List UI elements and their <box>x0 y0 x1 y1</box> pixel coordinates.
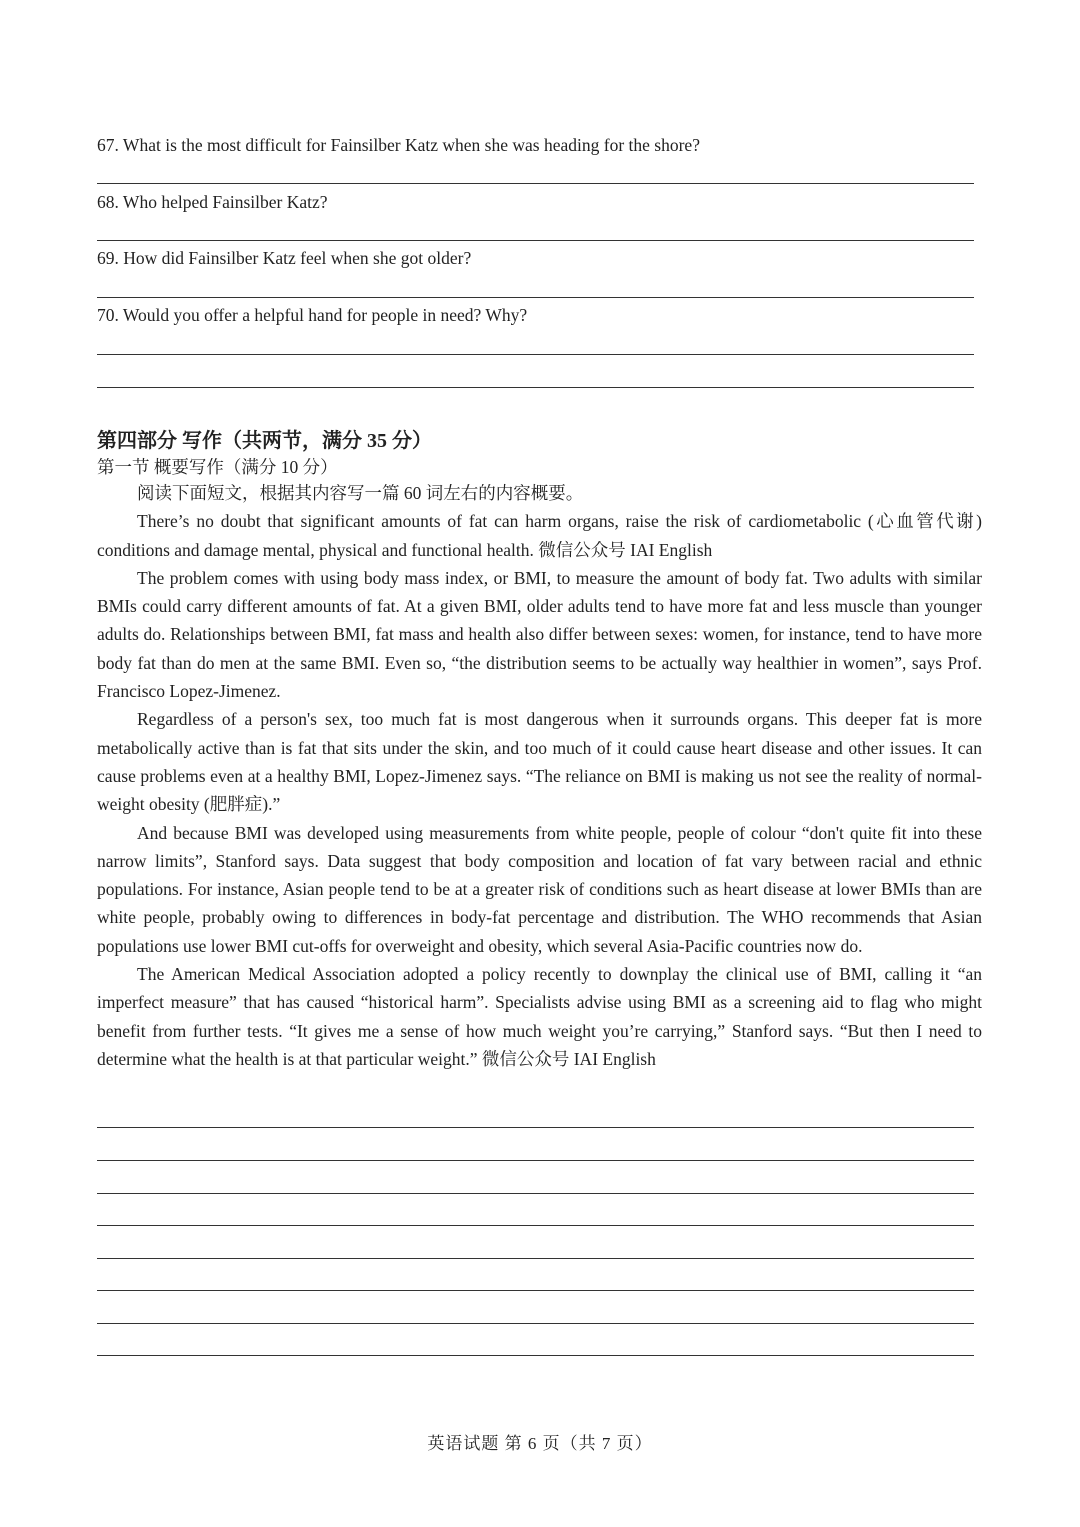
question-69: 69. How did Fainsilber Katz feel when she got older? <box>97 248 472 268</box>
paragraph: The American Medical Association adopted a policy recently to downplay the clinical use of BMI, calling it “an imperfect measure” that has caused “historical harm”. Specialists advise using BMI as a screening aid to flag who might benefit from further tests. “It gives me a sense of how much weight you’re carrying,” Stanford says. “But then I need to determine what the health is at that particular weight.” 微信公众号 IAI English <box>97 964 982 1069</box>
answer-line[interactable] <box>97 354 974 355</box>
summary-line[interactable] <box>97 1193 974 1194</box>
answer-line[interactable] <box>97 240 974 241</box>
section-subtitle: 第一节 概要写作（满分 10 分） <box>97 457 338 477</box>
summary-line[interactable] <box>97 1258 974 1259</box>
summary-line[interactable] <box>97 1127 974 1128</box>
passage <box>97 479 982 1073</box>
paragraph: There’s no doubt that significant amounts of fat can harm organs, raise the risk of cardiometabolic (心血管代谢) conditions and damage mental, physical and functional health. 微信公众号 IAI English <box>97 511 982 560</box>
question-68: 68. Who helped Fainsilber Katz? <box>97 192 328 212</box>
page-footer: 英语试题 第 6 页（共 7 页） <box>427 1434 653 1453</box>
question-67: 67. What is the most difficult for Fainsilber Katz when she was heading for the shore? <box>97 135 700 155</box>
summary-line[interactable] <box>97 1225 974 1226</box>
question-70: 70. Would you offer a helpful hand for people in need? Why? <box>97 305 528 325</box>
section-title: 第四部分 写作（共两节，满分 35 分） <box>97 430 432 452</box>
summary-line[interactable] <box>97 1160 974 1161</box>
summary-line[interactable] <box>97 1355 974 1356</box>
paragraph: The problem comes with using body mass index, or BMI, to measure the amount of body fat. Two adults with similar BMIs could carry different amounts of fat. At a given BMI, older adults tend to have more fat and less muscle than younger adults do. Relationships between BMI, fat mass and health also differ between sexes: women, for instance, tend to have more body fat than do men at the same BMI. Even so, “the distribution seems to be actually way healthier in women”, says Prof. Francisco Lopez-Jimenez. <box>97 567 982 702</box>
answer-line[interactable] <box>97 387 974 388</box>
summary-line[interactable] <box>97 1290 974 1291</box>
answer-line[interactable] <box>97 297 974 298</box>
answer-line[interactable] <box>97 183 974 184</box>
paragraph: And because BMI was developed using measurements from white people, people of colour “don't quite fit into these narrow limits”, Stanford says. Data suggest that body composition and location of fat vary between racial and ethnic populations. For instance, Asian people tend to be at a greater risk of conditions such as heart disease at lower BMIs than are white people, probably owing to differences in body-fat percentage and distribution. The WHO recommends that Asian populations use lower BMI cut-offs for overweight and obesity, which several Asia-Pacific countries now do. <box>97 822 982 956</box>
instruction: 阅读下面短文，根据其内容写一篇 60 词左右的内容概要。 <box>137 483 584 503</box>
paragraph: Regardless of a person's sex, too much fat is most dangerous when it surrounds organs. This deeper fat is more metabolically active than is fat that sits under the skin, and too much of it could cause heart disease and other issues. It can cause problems even at a healthy BMI, Lopez-Jimenez says. “The reliance on BMI is making us not see the reality of normal-weight obesity (肥胖症).” <box>97 709 982 815</box>
summary-line[interactable] <box>97 1323 974 1324</box>
